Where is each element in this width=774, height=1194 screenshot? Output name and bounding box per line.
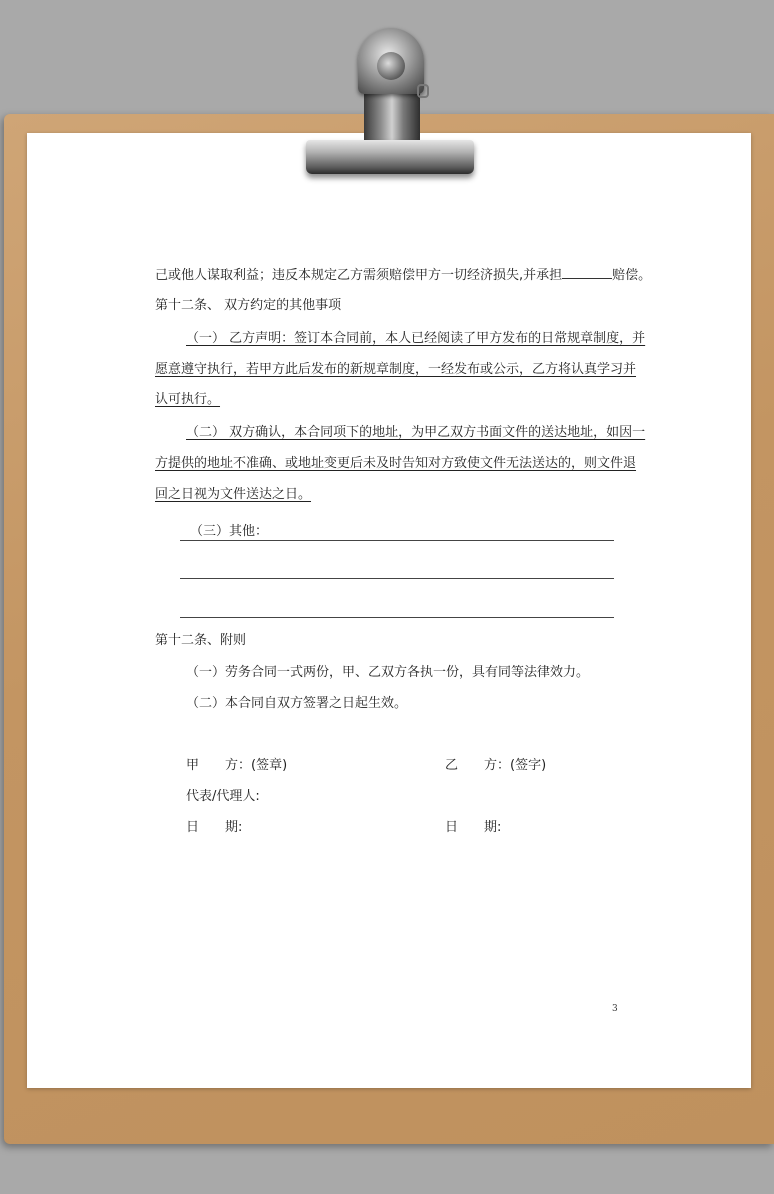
appendix-clause: （二）本合同自双方签署之日起生效。 — [186, 696, 408, 711]
clause-line: 方提供的地址不准确、或地址变更后未及时告知对方致使文件无法送达的，则文件退 — [155, 456, 637, 471]
clip-base — [306, 140, 474, 174]
clause-line: 回之日视为文件送达之日。 — [155, 487, 312, 502]
representative-label: 代表/代理人: — [186, 789, 260, 804]
article-title: 第十二条、 双方约定的其他事项 — [155, 298, 342, 313]
clip-wire — [417, 84, 429, 98]
date-a-label: 日 期: — [186, 820, 243, 835]
fill-line — [180, 540, 614, 541]
party-b-signature: 乙 方：(签字) — [445, 758, 547, 773]
clause-line: 愿意遵守执行，若甲方此后发布的新规章制度，一经发布或公示，乙方将认真学习并 — [155, 362, 637, 377]
clause-other-label: （三）其他： — [190, 524, 269, 539]
date-b-label: 日 期: — [445, 820, 502, 835]
clause-line: 认可执行。 — [155, 392, 221, 407]
text-line — [155, 266, 651, 284]
clause-line: （二） 双方确认，本合同项下的地址，为甲乙双方书面文件的送达地址，如因一 — [186, 425, 646, 440]
fill-line — [180, 578, 614, 579]
article-title: 第十二条、附则 — [155, 633, 247, 648]
appendix-clause: （一）劳务合同一式两份，甲、乙双方各执一份，具有同等法律效力。 — [186, 665, 590, 680]
party-a-signature: 甲 方：(签章) — [186, 758, 288, 773]
clause-line: （一） 乙方声明：签订本合同前，本人已经阅读了甲方发布的日常规章制度，并 — [186, 331, 646, 346]
fill-line — [180, 617, 614, 618]
text-fragment: 己或他人谋取利益；违反本规定乙方需须赔偿甲方一切经济损失,并承担 — [155, 268, 563, 283]
page-number: 3 — [612, 1004, 618, 1014]
clip-hole — [377, 52, 405, 80]
clip-neck — [364, 88, 420, 146]
fill-blank — [562, 266, 612, 279]
text-fragment: 赔偿。 — [612, 268, 652, 283]
